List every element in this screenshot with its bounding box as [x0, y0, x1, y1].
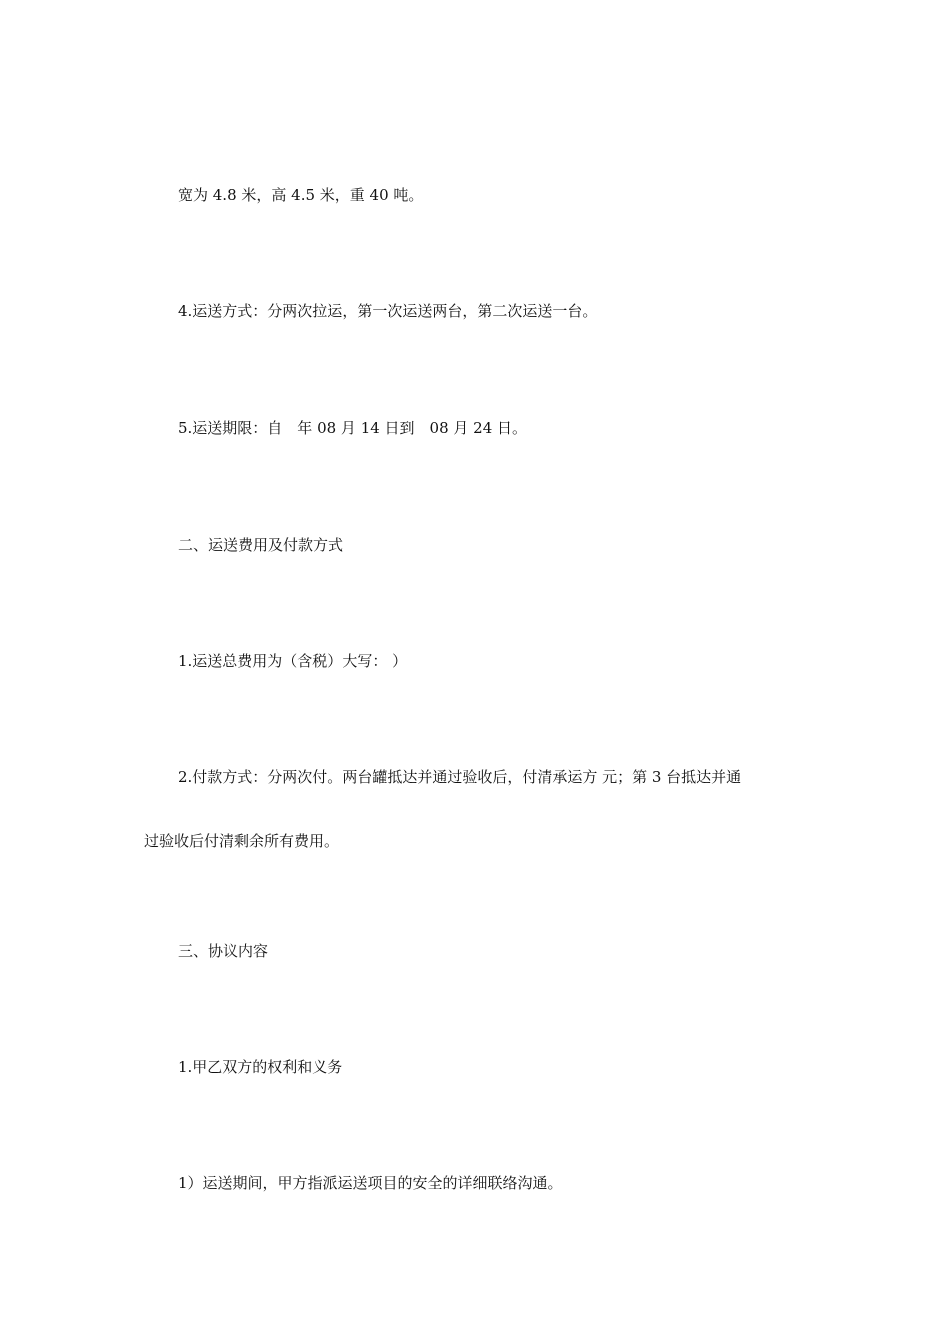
paragraph-rights-obligations: 1.甲乙双方的权利和义务	[178, 1058, 343, 1076]
paragraph-contact-item: 1）运送期间，甲方指派运送项目的安全的详细联络沟通。	[178, 1174, 563, 1192]
paragraph-payment-method	[144, 766, 824, 852]
payment-method-line-1: 2.付款方式：分两次付。两台罐抵达并通过验收后，付清承运方 元；第 3 台抵达并通	[178, 768, 742, 786]
section-heading-fees-payment: 二、运送费用及付款方式	[178, 536, 344, 554]
section-heading-agreement-content: 三、协议内容	[178, 942, 269, 960]
paragraph-total-fee: 1.运送总费用为（含税）大写： ）	[178, 652, 408, 670]
paragraph-transport-period: 5.运送期限：自 年 08 月 14 日到 08 月 24 日。	[178, 419, 528, 437]
payment-method-line-2: 过验收后付清剩余所有费用。	[144, 832, 340, 850]
paragraph-dimensions: 宽为 4.8 米，高 4.5 米，重 40 吨。	[178, 186, 424, 204]
paragraph-transport-method: 4.运送方式：分两次拉运，第一次运送两台，第二次运送一台。	[178, 302, 598, 320]
